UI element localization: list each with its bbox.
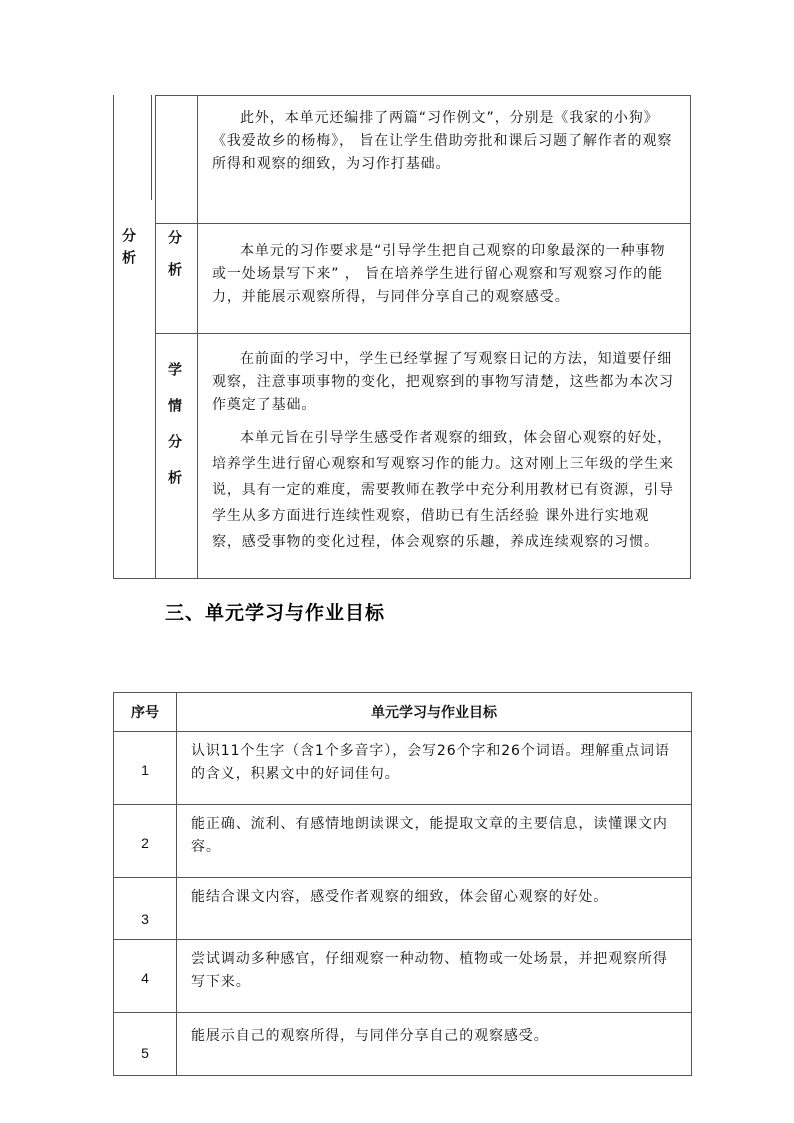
- analysis-row-3-label: 学情分析: [166, 362, 182, 506]
- table-border-left: [113, 95, 114, 579]
- row-goal: 能展示自己的观察所得，与同伴分享自己的观察感受。: [177, 1013, 692, 1076]
- row-divider-1-label: [155, 223, 197, 224]
- header-goal: 单元学习与作业目标: [177, 693, 692, 732]
- row-goal: 尝试调动多种感官，仔细观察一种动物、植物或一处场景，并把观察所得写下来。: [177, 940, 692, 1013]
- row-divider-2: [155, 333, 691, 334]
- table-row: [114, 805, 692, 878]
- row-number: 1: [114, 732, 177, 805]
- row-number: 4: [114, 940, 177, 1013]
- analysis-row-2-paragraph: 本单元的习作要求是“引导学生把自己观察的印象最深的一种事物或一处场景写下来” ， 旨在培养学生进行留心观察和写观察习作的能力，并能展示观察所得，与同伴分享自己的观察感受。: [212, 243, 666, 305]
- outer-label: 分析: [120, 228, 136, 272]
- table-border-right: [690, 95, 691, 579]
- analysis-row-2-label: 分析: [166, 230, 182, 294]
- table-row: [114, 1013, 692, 1076]
- section-heading: 三、单元学习与作业目标: [165, 602, 386, 624]
- column-divider-1: [155, 95, 156, 578]
- goals-header-row: [114, 693, 692, 732]
- table-row: [114, 732, 692, 805]
- row-divider-1: [197, 223, 691, 224]
- analysis-row-3-paragraph-2: 本单元旨在引导学生感受作者观察的细致，体会留心观察的好处，培养学生进行留心观察和写观察习作的能力。这对刚上三年级的学生来说，具有一定的难度，需要教师在教学中充分利用教材已有资源，引导学生从多方面进行连续性观察，借助已有生活经验 课外进行实地观察，感受事物的变化过程，体会观察的乐趣，养成连续观察的习惯。: [212, 430, 674, 550]
- header-number: 序号: [114, 693, 177, 732]
- analysis-row-1-paragraph: 此外，本单元还编排了两篇“习作例文”，分别是《我家的小狗》《我爱故乡的杨梅》， 旨在让学生借助旁批和课后习题了解作者的观察所得和观察的细致，为习作打基础。: [212, 110, 673, 172]
- analysis-row-3-paragraph-1: 在前面的学习中，学生已经掌握了写观察日记的方法，知道要仔细观察，注意事项事物的变化，把观察到的事物写清楚，这些都为本次习作奠定了基础。: [212, 351, 674, 413]
- row-goal: 能结合课文内容，感受作者观察的细致，体会留心观察的好处。: [177, 878, 692, 940]
- row-goal: 能正确、流利、有感情地朗读课文，能提取文章的主要信息，读懂课文内容。: [177, 805, 692, 878]
- row-number: 2: [114, 805, 177, 878]
- row-goal: 认识11个生字（含1个多音字），会写26个字和26个词语。理解重点词语的含义，积累文中的好词佳句。: [177, 732, 692, 805]
- table-border-bottom: [113, 578, 691, 579]
- column-divider-2: [197, 95, 198, 578]
- goals-table: [113, 692, 692, 1076]
- table-border-top: [155, 95, 691, 96]
- column-divider-1-double: [151, 95, 152, 200]
- row-number: 5: [114, 1013, 177, 1076]
- row-number: 3: [114, 878, 177, 940]
- table-row: [114, 940, 692, 1013]
- table-row: [114, 878, 692, 940]
